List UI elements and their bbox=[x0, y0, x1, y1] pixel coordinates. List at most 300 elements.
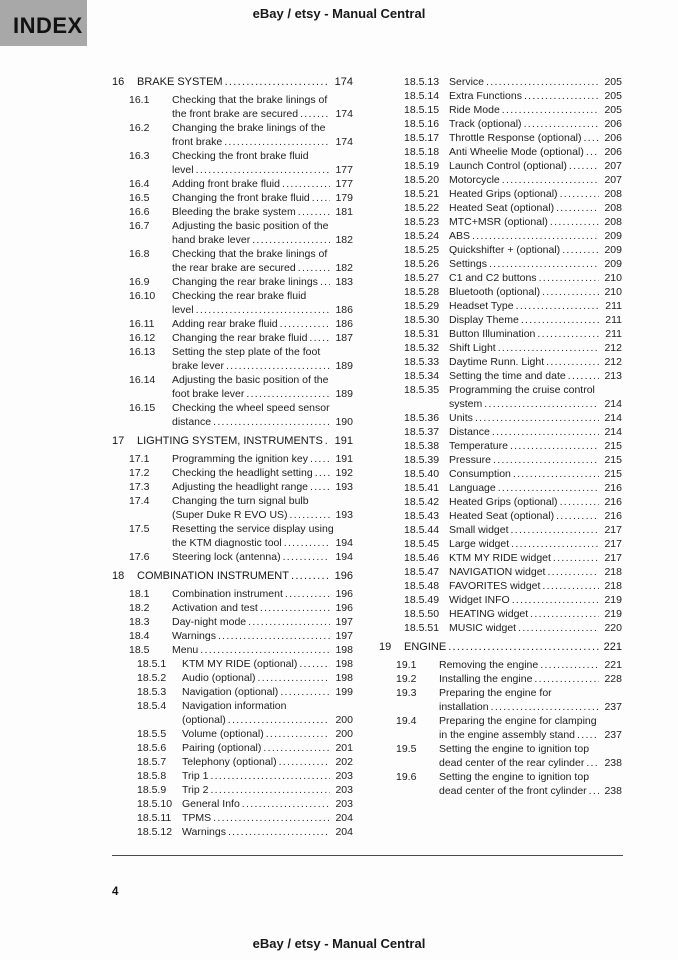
entry-page-number: 187 bbox=[335, 332, 353, 344]
toc-entry bbox=[379, 103, 622, 117]
entry-page-number: 207 bbox=[604, 174, 622, 186]
section-page-number: 191 bbox=[334, 435, 353, 447]
dot-leader bbox=[225, 75, 330, 89]
entry-page-number: 238 bbox=[604, 757, 622, 769]
dot-leader bbox=[486, 75, 599, 89]
entry-body bbox=[172, 629, 353, 643]
entry-text: Widget INFO bbox=[449, 594, 510, 606]
dot-leader bbox=[560, 495, 599, 509]
toc-entry bbox=[112, 317, 353, 331]
toc-entry bbox=[379, 355, 622, 369]
entry-body bbox=[172, 522, 353, 550]
entry-number: 18.5.9 bbox=[137, 784, 167, 796]
entry-text: hand brake lever bbox=[172, 234, 251, 246]
entry-body bbox=[182, 699, 353, 727]
entry-body bbox=[449, 495, 622, 509]
entry-text: Extra Functions bbox=[449, 90, 522, 102]
entry-number: 18.5.12 bbox=[137, 826, 173, 838]
entry-line: Checking the wheel speed sensor bbox=[172, 402, 330, 414]
entry-number: 16.4 bbox=[129, 178, 150, 190]
entry-line bbox=[449, 411, 622, 425]
toc-entry bbox=[112, 331, 353, 345]
entry-text: Checking the headlight setting bbox=[172, 467, 313, 479]
section-title: LIGHTING SYSTEM, INSTRUMENTS bbox=[137, 435, 323, 447]
dot-leader bbox=[472, 229, 599, 243]
entry-number: 18.5.18 bbox=[404, 146, 440, 158]
entry-text: Track (optional) bbox=[449, 118, 522, 130]
entry-number: 18.5.2 bbox=[137, 672, 167, 684]
entry-number: 18.4 bbox=[129, 630, 150, 642]
entry-page-number: 216 bbox=[604, 510, 622, 522]
toc-entry bbox=[379, 621, 622, 635]
dot-leader bbox=[200, 643, 330, 657]
entry-number: 18.5.6 bbox=[137, 742, 167, 754]
entry-page-number: 210 bbox=[604, 286, 622, 298]
entry-page-number: 197 bbox=[335, 630, 353, 642]
dot-leader bbox=[498, 341, 599, 355]
entry-body bbox=[182, 769, 353, 783]
entry-line bbox=[172, 536, 353, 550]
toc-entry bbox=[112, 452, 353, 466]
toc-entry bbox=[379, 467, 622, 481]
toc-entry bbox=[112, 671, 353, 685]
entry-line bbox=[172, 601, 353, 615]
entry-body bbox=[172, 247, 353, 275]
entry-text: the front brake are secured bbox=[172, 108, 299, 120]
entry-text: Steering lock (antenna) bbox=[172, 551, 281, 563]
entry-page-number: 211 bbox=[605, 300, 622, 312]
entry-number: 18.5.49 bbox=[404, 594, 440, 606]
entry-line bbox=[449, 369, 622, 383]
entry-body bbox=[449, 299, 622, 313]
entry-number: 18.5.37 bbox=[404, 426, 440, 438]
entry-text: installation bbox=[439, 701, 489, 713]
entry-body bbox=[182, 755, 353, 769]
entry-line bbox=[449, 285, 622, 299]
entry-body bbox=[449, 341, 622, 355]
entry-line bbox=[449, 523, 622, 537]
dot-leader bbox=[542, 285, 599, 299]
entry-text: Changing the rear brake linings bbox=[172, 276, 318, 288]
entry-line bbox=[449, 145, 622, 159]
entry-number: 17.3 bbox=[129, 481, 150, 493]
entry-number: 18.5.21 bbox=[404, 188, 440, 200]
entry-line: Resetting the service display using bbox=[172, 523, 334, 535]
entry-page-number: 219 bbox=[604, 608, 622, 620]
entry-line bbox=[172, 317, 353, 331]
entry-line bbox=[449, 215, 622, 229]
entry-line bbox=[182, 783, 353, 797]
entry-body bbox=[449, 439, 622, 453]
entry-page-number: 237 bbox=[604, 729, 622, 741]
entry-line bbox=[172, 629, 353, 643]
entry-text: Throttle Response (optional) bbox=[449, 132, 582, 144]
entry-page-number: 209 bbox=[604, 230, 622, 242]
entry-line bbox=[449, 397, 622, 411]
entry-text: Distance bbox=[449, 426, 490, 438]
entry-line bbox=[449, 579, 622, 593]
dot-leader bbox=[491, 700, 599, 714]
entry-body bbox=[182, 797, 353, 811]
entry-number: 18.5.3 bbox=[137, 686, 167, 698]
entry-line bbox=[172, 163, 353, 177]
section-title: COMBINATION INSTRUMENT bbox=[137, 570, 289, 582]
entry-body bbox=[449, 509, 622, 523]
entry-number: 18.5.50 bbox=[404, 608, 440, 620]
entry-body bbox=[449, 271, 622, 285]
entry-line bbox=[439, 728, 622, 742]
entry-line bbox=[182, 825, 353, 839]
toc-entry bbox=[112, 121, 353, 149]
toc-entry bbox=[112, 219, 353, 247]
toc-entry bbox=[112, 657, 353, 671]
entry-body bbox=[449, 173, 622, 187]
entry-text: Combination instrument bbox=[172, 588, 283, 600]
entry-body bbox=[449, 187, 622, 201]
toc-entry bbox=[379, 481, 622, 495]
entry-body bbox=[449, 355, 622, 369]
dot-leader bbox=[513, 467, 599, 481]
dot-leader bbox=[542, 579, 599, 593]
entry-page-number: 194 bbox=[335, 537, 353, 549]
entry-page-number: 206 bbox=[604, 118, 622, 130]
entry-number: 18.5.43 bbox=[404, 510, 440, 522]
entry-number: 18.5.16 bbox=[404, 118, 440, 130]
toc-entry bbox=[379, 742, 622, 770]
toc-entry bbox=[379, 117, 622, 131]
entry-number: 17.2 bbox=[129, 467, 150, 479]
entry-body bbox=[172, 494, 353, 522]
entry-body bbox=[172, 205, 353, 219]
entry-page-number: 190 bbox=[335, 416, 353, 428]
entry-text: KTM MY RIDE (optional) bbox=[182, 658, 298, 670]
entry-number: 18.5.4 bbox=[137, 700, 167, 712]
entry-number: 16.15 bbox=[129, 402, 156, 414]
dot-leader bbox=[300, 107, 330, 121]
toc-entry bbox=[112, 345, 353, 373]
entry-page-number: 205 bbox=[604, 90, 622, 102]
entry-body bbox=[449, 523, 622, 537]
entry-number: 18.5.1 bbox=[137, 658, 167, 670]
dot-leader bbox=[210, 783, 330, 797]
entry-number: 18.5.17 bbox=[404, 132, 440, 144]
entry-number: 17.1 bbox=[129, 453, 150, 465]
entry-line: Adjusting the basic position of the bbox=[172, 220, 329, 232]
section-page-number: 221 bbox=[603, 641, 622, 653]
entry-body bbox=[439, 672, 622, 686]
entry-line bbox=[172, 107, 353, 121]
toc-entry bbox=[112, 522, 353, 550]
dot-leader bbox=[320, 275, 330, 289]
dot-leader bbox=[325, 434, 330, 448]
toc-entry bbox=[112, 401, 353, 429]
entry-page-number: 179 bbox=[335, 192, 353, 204]
entry-number: 16.7 bbox=[129, 220, 150, 232]
entry-line bbox=[439, 658, 622, 672]
entry-body bbox=[172, 93, 353, 121]
entry-number: 18.5.19 bbox=[404, 160, 440, 172]
entry-line bbox=[449, 565, 622, 579]
entry-text: Pressure bbox=[449, 454, 492, 466]
entry-page-number: 197 bbox=[335, 616, 353, 628]
entry-line bbox=[172, 177, 353, 191]
entry-body bbox=[182, 727, 353, 741]
dot-leader bbox=[290, 508, 330, 522]
entry-body bbox=[449, 411, 622, 425]
entry-line bbox=[172, 135, 353, 149]
entry-page-number: 212 bbox=[604, 342, 622, 354]
entry-line bbox=[172, 191, 353, 205]
dot-leader bbox=[530, 607, 599, 621]
dot-leader bbox=[498, 481, 599, 495]
entry-number: 19.6 bbox=[396, 771, 417, 783]
entry-line bbox=[449, 257, 622, 271]
dot-leader bbox=[291, 569, 330, 583]
entry-number: 18.5.47 bbox=[404, 566, 440, 578]
entry-line bbox=[449, 271, 622, 285]
toc-entry bbox=[112, 629, 353, 643]
entry-line bbox=[449, 313, 622, 327]
entry-number: 18.5.33 bbox=[404, 356, 440, 368]
entry-line bbox=[449, 327, 622, 341]
toc-entry bbox=[112, 205, 353, 219]
entry-text: level bbox=[172, 304, 194, 316]
entry-page-number: 214 bbox=[604, 398, 622, 410]
entry-page-number: 217 bbox=[604, 524, 622, 536]
entry-page-number: 208 bbox=[604, 216, 622, 228]
dot-leader bbox=[586, 145, 599, 159]
toc-entry bbox=[379, 523, 622, 537]
entry-number: 18.5.14 bbox=[404, 90, 440, 102]
dot-leader bbox=[310, 452, 330, 466]
entry-number: 18.5.10 bbox=[137, 798, 173, 810]
entry-number: 18.5.29 bbox=[404, 300, 440, 312]
entry-page-number: 203 bbox=[335, 798, 353, 810]
entry-page-number: 193 bbox=[335, 481, 353, 493]
entry-number: 18.5.26 bbox=[404, 258, 440, 270]
toc-entry bbox=[379, 658, 622, 672]
section-number: 18 bbox=[112, 570, 125, 582]
toc-section-header bbox=[112, 434, 353, 448]
entry-number: 18.5 bbox=[129, 644, 150, 656]
entry-line bbox=[172, 587, 353, 601]
entry-page-number: 206 bbox=[604, 146, 622, 158]
entry-body bbox=[172, 587, 353, 601]
section-number: 16 bbox=[112, 76, 125, 88]
toc-entry bbox=[112, 177, 353, 191]
entry-line bbox=[449, 159, 622, 173]
toc-entry bbox=[379, 509, 622, 523]
entry-text: HEATING widget bbox=[449, 608, 529, 620]
entry-page-number: 205 bbox=[604, 104, 622, 116]
dot-leader bbox=[210, 769, 330, 783]
toc-entry bbox=[112, 741, 353, 755]
entry-page-number: 203 bbox=[335, 770, 353, 782]
entry-line bbox=[439, 672, 622, 686]
dot-leader bbox=[228, 825, 330, 839]
toc-entry bbox=[379, 565, 622, 579]
entry-line bbox=[439, 700, 622, 714]
entry-number: 19.2 bbox=[396, 673, 417, 685]
entry-line bbox=[449, 593, 622, 607]
toc-section bbox=[112, 75, 353, 429]
entry-line bbox=[172, 205, 353, 219]
toc-section bbox=[112, 434, 353, 564]
entry-body bbox=[449, 467, 622, 481]
entry-page-number: 209 bbox=[604, 258, 622, 270]
dot-leader bbox=[298, 205, 330, 219]
entry-line bbox=[449, 495, 622, 509]
entry-number: 16.1 bbox=[129, 94, 150, 106]
entry-line: Setting the engine to ignition top bbox=[439, 771, 590, 783]
entry-body bbox=[172, 219, 353, 247]
entry-body bbox=[449, 621, 622, 635]
entry-line: Checking the front brake fluid bbox=[172, 150, 309, 162]
entry-line: Changing the turn signal bulb bbox=[172, 495, 309, 507]
toc-entry bbox=[379, 495, 622, 509]
entry-number: 18.5.22 bbox=[404, 202, 440, 214]
entry-text: C1 and C2 buttons bbox=[449, 272, 537, 284]
dot-leader bbox=[537, 327, 599, 341]
entry-text: Changing the rear brake fluid bbox=[172, 332, 308, 344]
entry-body bbox=[172, 550, 353, 564]
toc-entry bbox=[379, 243, 622, 257]
entry-text: Large widget bbox=[449, 538, 510, 550]
entry-line bbox=[449, 341, 622, 355]
entry-page-number: 204 bbox=[335, 812, 353, 824]
toc-column-left bbox=[112, 75, 353, 839]
entry-line bbox=[449, 551, 622, 565]
toc-entry bbox=[112, 797, 353, 811]
entry-page-number: 198 bbox=[335, 672, 353, 684]
dot-leader bbox=[589, 784, 599, 798]
entry-text: Installing the engine bbox=[439, 673, 533, 685]
entry-number: 18.5.48 bbox=[404, 580, 440, 592]
entry-body bbox=[439, 686, 622, 714]
entry-body bbox=[172, 191, 353, 205]
entry-body bbox=[449, 145, 622, 159]
entry-line bbox=[449, 173, 622, 187]
dot-leader bbox=[511, 523, 599, 537]
entry-line bbox=[182, 685, 353, 699]
footer-divider bbox=[112, 855, 623, 856]
dot-leader bbox=[213, 415, 330, 429]
entry-text: Bleeding the brake system bbox=[172, 206, 296, 218]
toc-entry bbox=[379, 187, 622, 201]
entry-line bbox=[439, 784, 622, 798]
entry-number: 19.5 bbox=[396, 743, 417, 755]
entry-text: Adjusting the headlight range bbox=[172, 481, 309, 493]
entry-page-number: 211 bbox=[605, 328, 622, 340]
toc-section bbox=[379, 75, 622, 635]
entry-number: 18.5.32 bbox=[404, 342, 440, 354]
section-number: 19 bbox=[379, 641, 392, 653]
entry-number: 18.5.51 bbox=[404, 622, 440, 634]
dot-leader bbox=[258, 671, 330, 685]
dot-leader bbox=[560, 187, 599, 201]
toc-entry bbox=[379, 229, 622, 243]
entry-body bbox=[182, 671, 353, 685]
entry-body bbox=[449, 551, 622, 565]
entry-number: 18.5.44 bbox=[404, 524, 440, 536]
toc-entry bbox=[112, 825, 353, 839]
entry-line bbox=[449, 481, 622, 495]
entry-page-number: 217 bbox=[604, 552, 622, 564]
section-page-number: 196 bbox=[334, 570, 353, 582]
entry-number: 18.2 bbox=[129, 602, 150, 614]
toc-entry bbox=[379, 686, 622, 714]
dot-leader bbox=[569, 159, 599, 173]
toc-entry bbox=[112, 93, 353, 121]
header-title: eBay / etsy - Manual Central bbox=[252, 6, 426, 21]
entry-body bbox=[172, 317, 353, 331]
entry-body bbox=[439, 770, 622, 798]
entry-page-number: 174 bbox=[335, 136, 353, 148]
toc-entry bbox=[379, 89, 622, 103]
dot-leader bbox=[248, 615, 330, 629]
entry-page-number: 216 bbox=[604, 496, 622, 508]
toc-entry bbox=[379, 299, 622, 313]
dot-leader bbox=[263, 741, 330, 755]
entry-number: 16.11 bbox=[129, 318, 155, 330]
entry-line bbox=[182, 741, 353, 755]
entry-line bbox=[172, 615, 353, 629]
entry-text: Launch Control (optional) bbox=[449, 160, 567, 172]
entry-text: Adding rear brake fluid bbox=[172, 318, 278, 330]
toc-entry bbox=[379, 313, 622, 327]
entry-line bbox=[182, 727, 353, 741]
entry-body bbox=[449, 103, 622, 117]
entry-line: Adjusting the basic position of the bbox=[172, 374, 329, 386]
dot-leader bbox=[282, 177, 330, 191]
toc-column-right bbox=[379, 75, 622, 798]
dot-leader bbox=[547, 565, 599, 579]
toc-entry bbox=[112, 480, 353, 494]
entry-body bbox=[449, 565, 622, 579]
entry-line bbox=[172, 331, 353, 345]
entry-page-number: 217 bbox=[604, 538, 622, 550]
entry-body bbox=[439, 658, 622, 672]
entry-text: Warnings bbox=[172, 630, 216, 642]
toc-entry bbox=[379, 369, 622, 383]
entry-number: 16.5 bbox=[129, 192, 150, 204]
entry-text: Language bbox=[449, 482, 496, 494]
dot-leader bbox=[224, 135, 330, 149]
entry-line: Preparing the engine for bbox=[439, 687, 552, 699]
entry-body bbox=[449, 453, 622, 467]
toc-entry bbox=[379, 453, 622, 467]
entry-line bbox=[449, 243, 622, 257]
entry-body bbox=[449, 131, 622, 145]
toc-entry bbox=[379, 383, 622, 411]
entry-page-number: 177 bbox=[335, 164, 353, 176]
entry-line bbox=[449, 621, 622, 635]
dot-leader bbox=[562, 243, 599, 257]
entry-number: 18.5.20 bbox=[404, 174, 440, 186]
dot-leader bbox=[553, 551, 599, 565]
entry-line bbox=[172, 359, 353, 373]
dot-leader bbox=[309, 331, 330, 345]
entry-text: Trip 2 bbox=[182, 784, 209, 796]
entry-text: distance bbox=[172, 416, 212, 428]
entry-text: the KTM diagnostic tool bbox=[172, 537, 282, 549]
entry-page-number: 208 bbox=[604, 202, 622, 214]
toc-entry bbox=[379, 607, 622, 621]
dot-leader bbox=[213, 811, 330, 825]
entry-text: Units bbox=[449, 412, 473, 424]
entry-body bbox=[449, 75, 622, 89]
entry-body bbox=[172, 121, 353, 149]
